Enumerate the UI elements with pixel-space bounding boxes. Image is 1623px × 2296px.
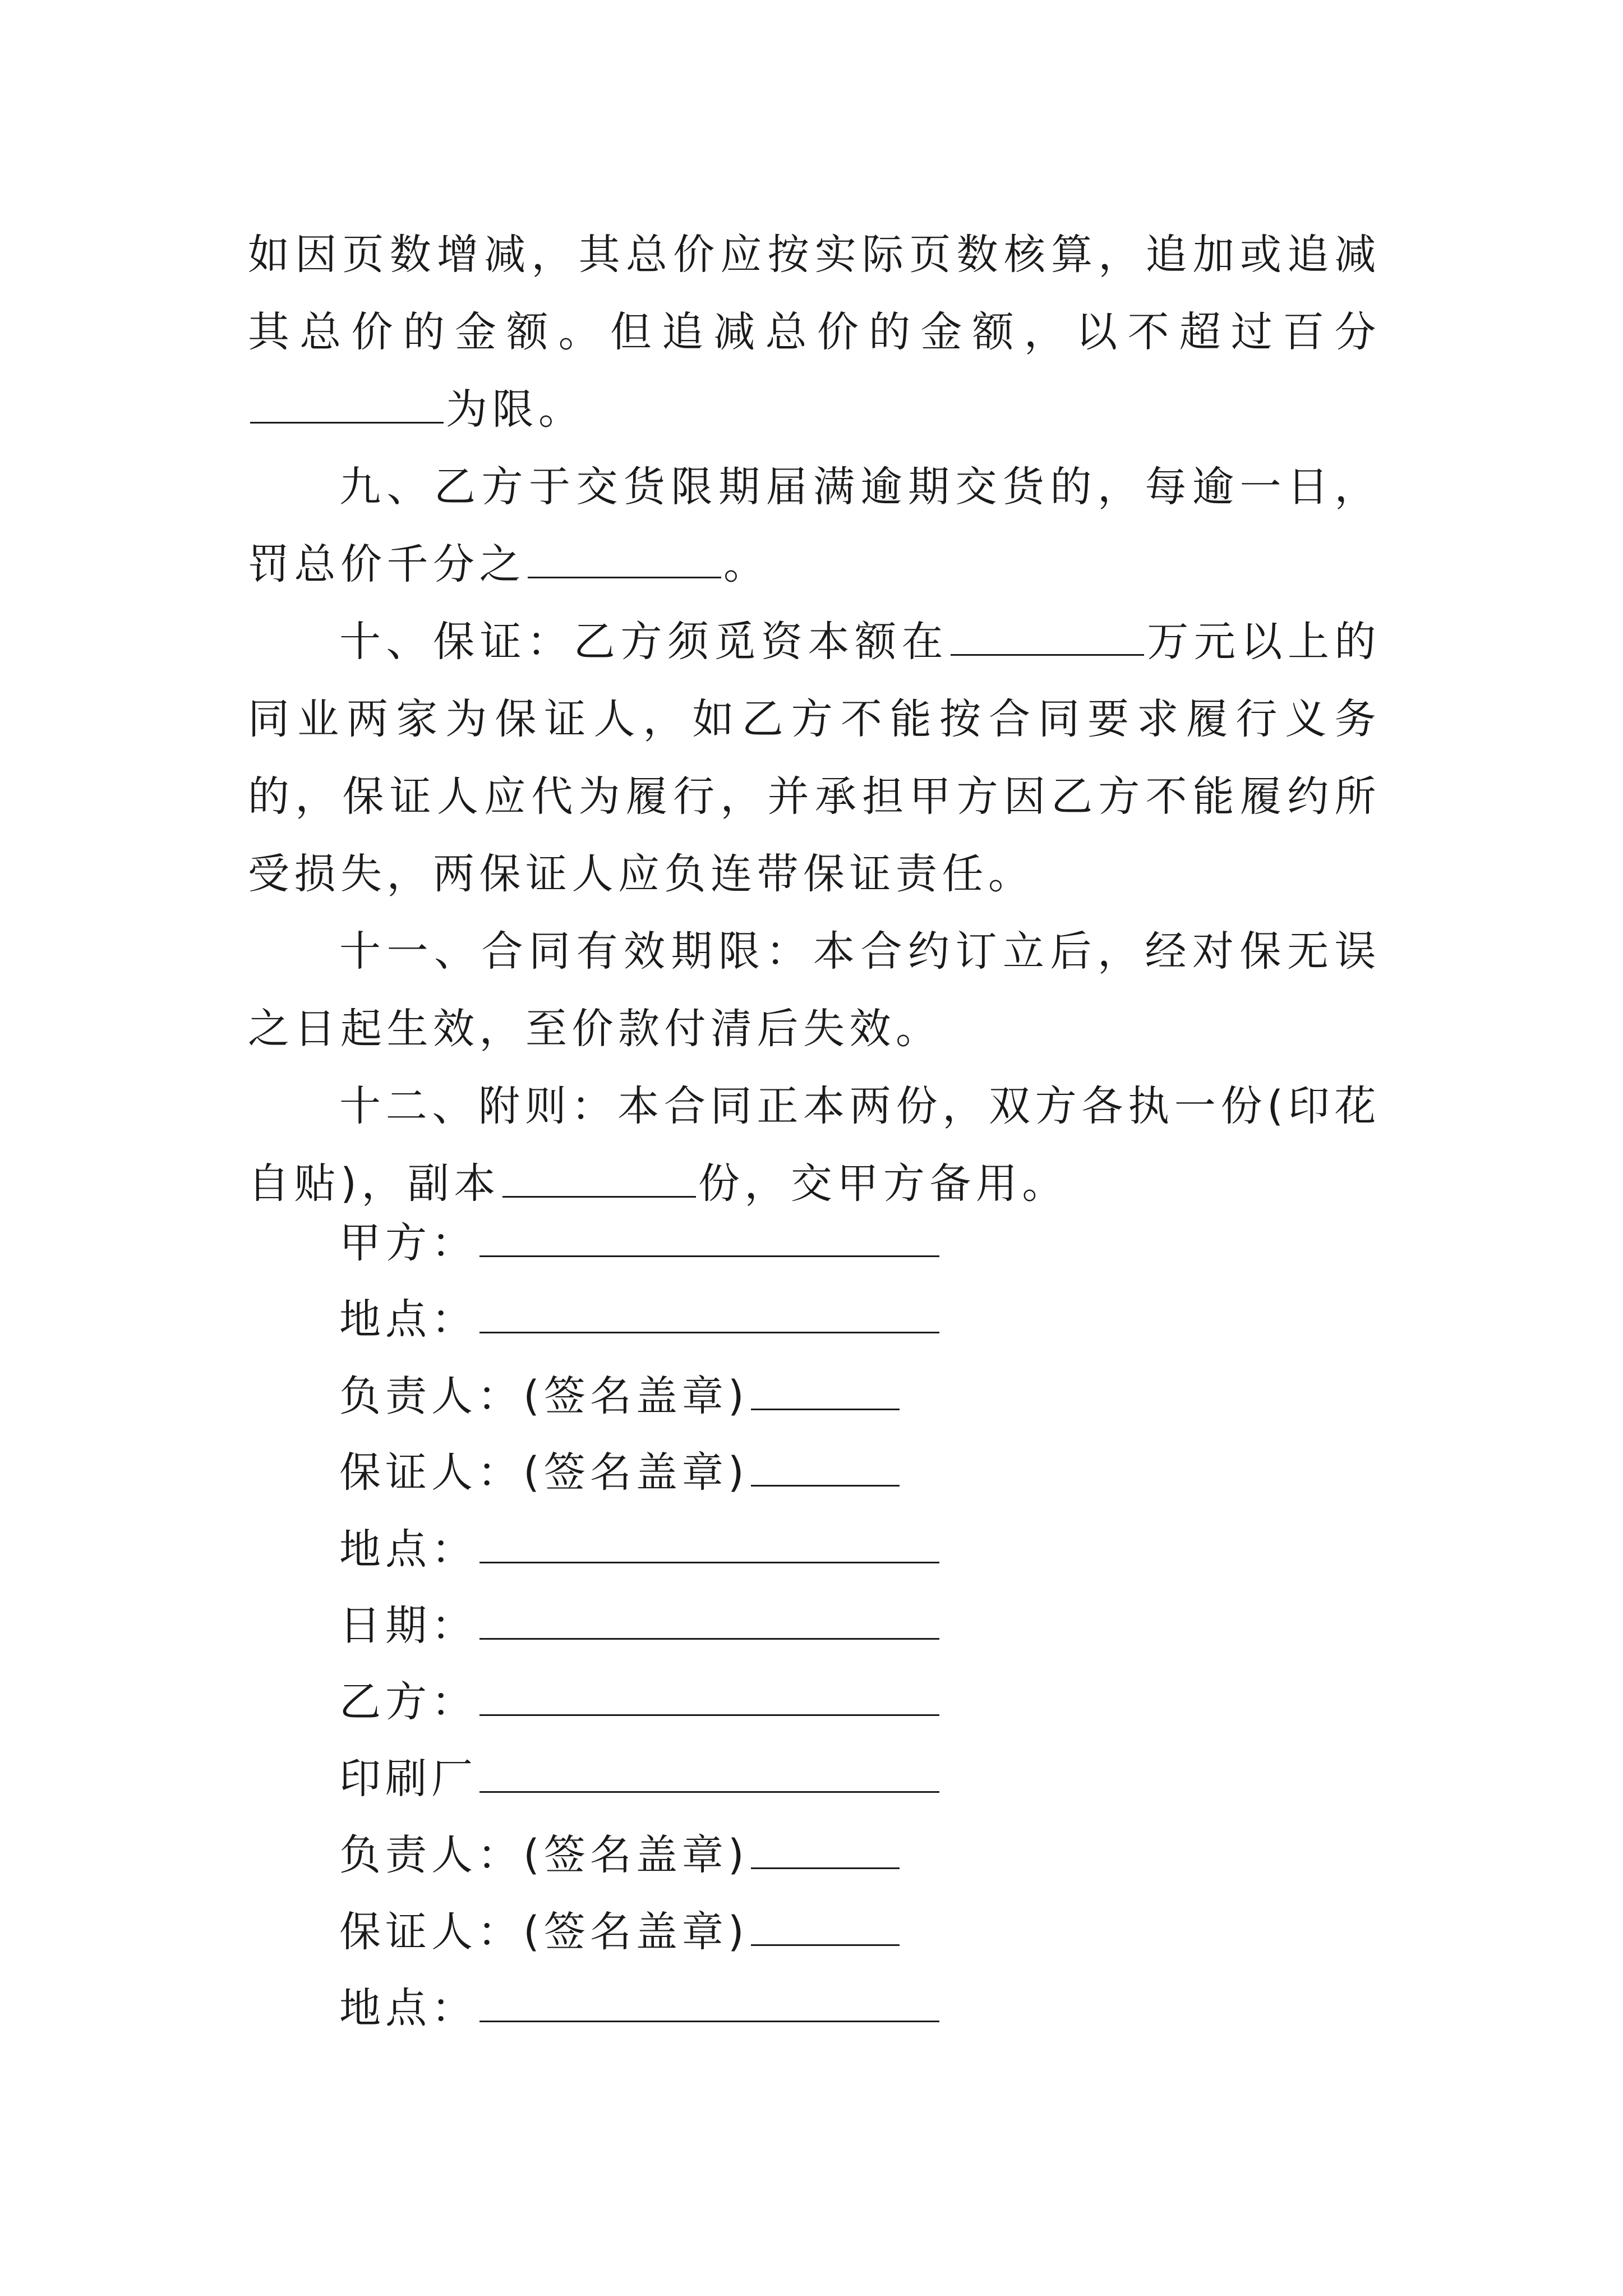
sig-label: 保证人：(签名盖章) [339,1448,749,1497]
sig-label: 日期： [339,1602,477,1650]
sig-label: 乙方： [339,1678,477,1727]
clause-text: 九、乙方于交货限期届满逾期交货的，每逾一日，罚总价千分之 [248,463,1381,588]
signature-block [339,1205,1405,2046]
fill-blank [479,1681,939,1716]
clause-text: 如因页数增减，其总价应按实际页数核算，追加或追减其总价的金额。但追减总价的金额，以不超过百分 [248,231,1381,356]
sig-label: 地点： [339,1984,477,2033]
party-b-guarantor-line [339,1894,1405,1970]
fill-blank [479,1604,939,1640]
fill-blank [751,1375,900,1410]
sig-label: 负责人：(签名盖章) [339,1831,749,1880]
fill-blank [479,1987,939,2022]
clause-8-continuation [248,216,1381,448]
party-a-guarantor-line [339,1434,1405,1511]
party-a-representative-line [339,1358,1405,1434]
fill-blank [479,1528,939,1563]
clause-10 [248,603,1381,913]
fill-blank [250,388,444,424]
clause-12 [248,1068,1381,1222]
party-a-line [339,1205,1405,1281]
party-b-line [339,1664,1405,1740]
sig-label: 甲方： [339,1219,477,1267]
party-a-guarantor-address-line [339,1511,1405,1588]
clause-text: 。 [723,540,770,588]
fill-blank [751,1911,900,1946]
printing-factory-line [339,1741,1405,1817]
fill-blank [751,1834,900,1869]
fill-blank [751,1451,900,1487]
sig-label: 印刷厂 [339,1754,477,1803]
sig-label: 地点： [339,1295,477,1344]
clause-11: 十一、合同有效期限：本合约订立后，经对保无误之日起生效，至价款付清后失效。 [248,927,1381,1053]
clause-9 [248,448,1381,603]
clause-text: 为限。 [446,385,585,434]
clause-text: 十二、附则：本合同正本两份，双方各执一份(印花自贴)，副本 [248,1082,1381,1208]
party-a-address-line [339,1281,1405,1358]
fill-blank [479,1298,939,1333]
sig-label: 地点： [339,1525,477,1573]
clause-text: 万元以上的同业两家为保证人，如乙方不能按合同要求履行义务的，保证人应代为履行，并承担甲方因乙方不能履约所受损失，两保证人应负连带保证责任。 [248,618,1381,898]
fill-blank [528,543,721,578]
fill-blank [479,1757,939,1793]
clause-text: 份，交甲方备用。 [698,1159,1068,1208]
sig-label: 负责人：(签名盖章) [339,1372,749,1420]
clause-text: 十、保证：乙方须觅资本额在 [339,618,949,666]
sig-label: 保证人：(签名盖章) [339,1907,749,1956]
party-b-address-line [339,1970,1405,2046]
fill-blank [502,1162,696,1198]
contract-body [248,216,1381,1222]
fill-blank [479,1222,939,1257]
party-b-representative-line [339,1817,1405,1893]
fill-blank [951,620,1144,656]
date-line [339,1588,1405,1664]
